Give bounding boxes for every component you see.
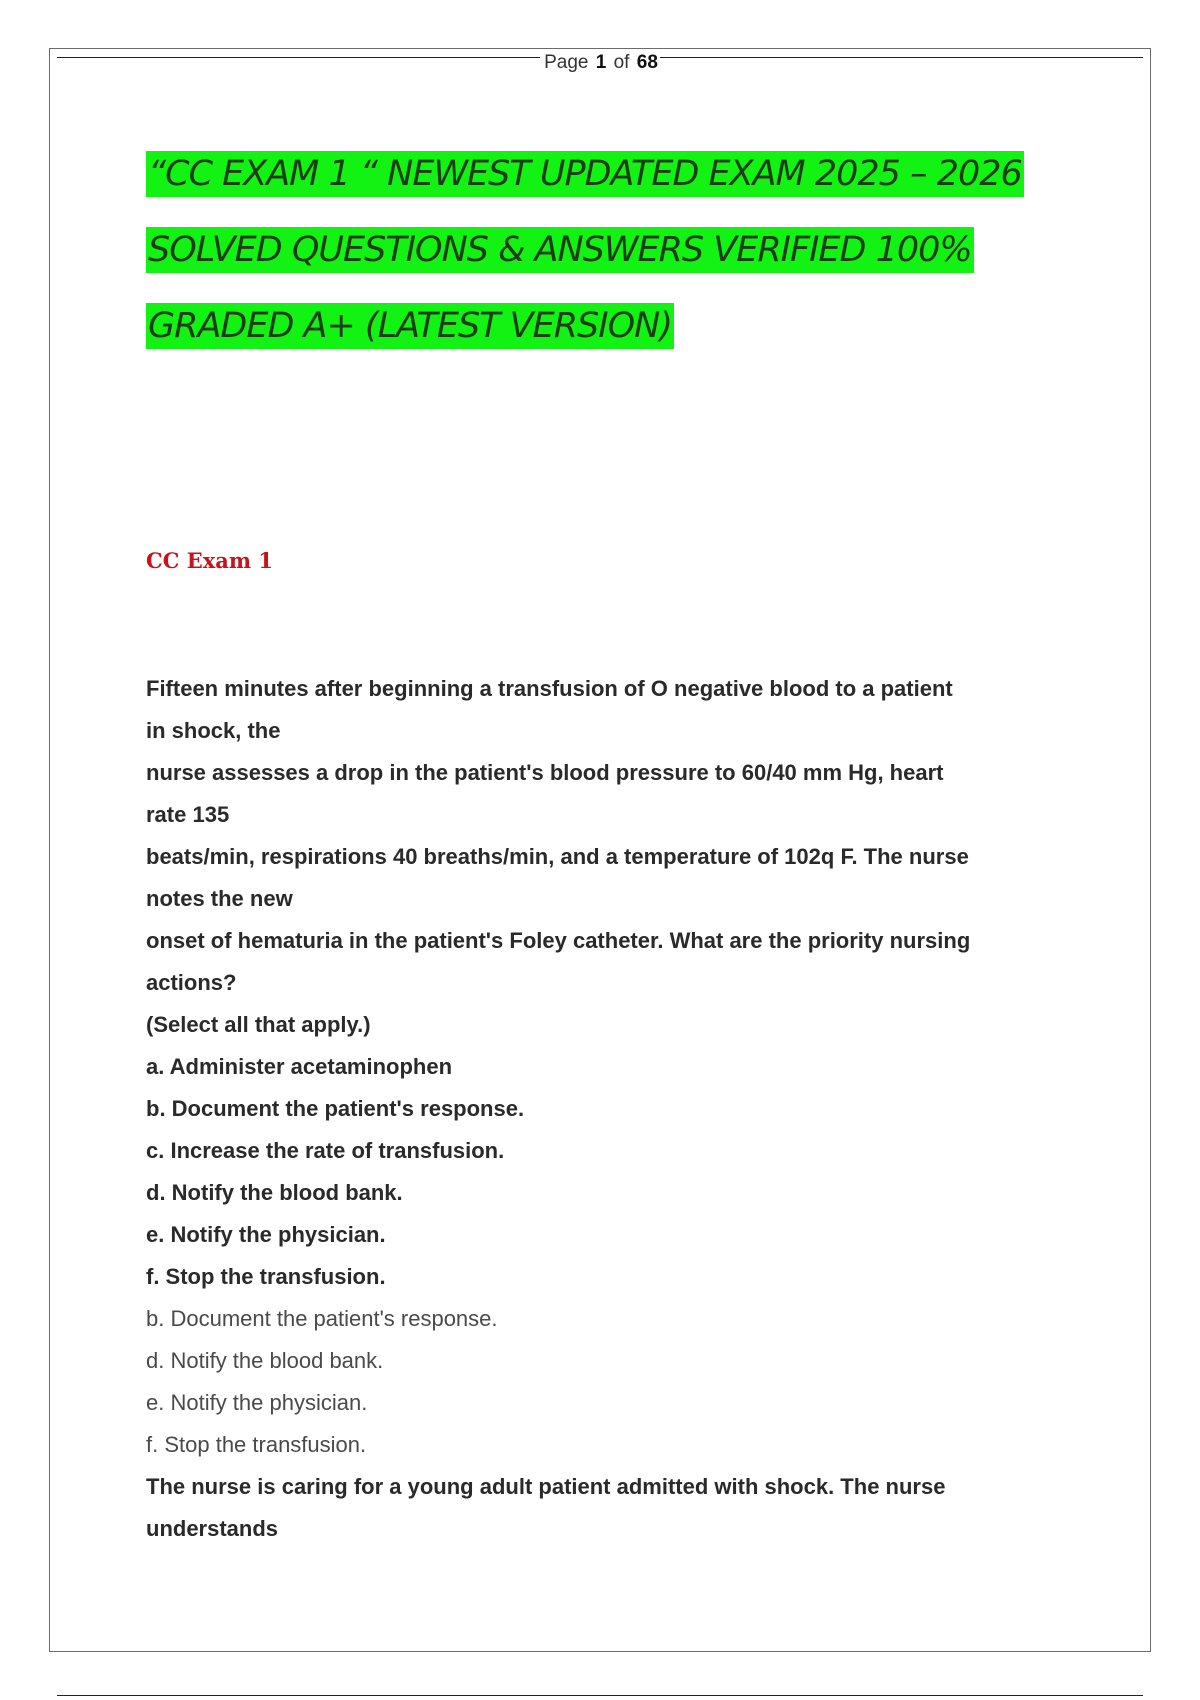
document-title bbox=[146, 151, 1106, 379]
answer-line: f. Stop the transfusion. bbox=[146, 1432, 367, 1457]
page-number-header bbox=[0, 52, 1200, 74]
question-stem-line: nurse assesses a drop in the patient's blood pressure to 60/40 mm Hg, heart bbox=[146, 760, 944, 785]
option-b: b. Document the patient's response. bbox=[146, 1096, 525, 1121]
section-heading: CC Exam 1 bbox=[146, 548, 274, 573]
question-2-stem-line: understands bbox=[146, 1516, 279, 1541]
page-of: of bbox=[613, 52, 630, 73]
question-instruction: (Select all that apply.) bbox=[146, 1012, 371, 1037]
title-line-1: “CC EXAM 1 “ NEWEST UPDATED EXAM 2025 – 2026 bbox=[146, 151, 1024, 197]
question-stem-line: onset of hematuria in the patient's Foley catheter. What are the priority nursing bbox=[146, 928, 971, 953]
question-2-stem-line: The nurse is caring for a young adult patient admitted with shock. The nurse bbox=[146, 1474, 946, 1499]
option-c: c. Increase the rate of transfusion. bbox=[146, 1138, 505, 1163]
question-stem-line: actions? bbox=[146, 970, 237, 995]
title-line-3: GRADED A+ (LATEST VERSION) bbox=[146, 303, 674, 349]
bottom-rule bbox=[57, 1695, 1143, 1696]
answer-line: b. Document the patient's response. bbox=[146, 1306, 498, 1331]
option-d: d. Notify the blood bank. bbox=[146, 1180, 403, 1205]
title-line-2: SOLVED QUESTIONS & ANSWERS VERIFIED 100% bbox=[146, 227, 974, 273]
option-e: e. Notify the physician. bbox=[146, 1222, 386, 1247]
option-f: f. Stop the transfusion. bbox=[146, 1264, 386, 1289]
page-current: 1 bbox=[595, 52, 607, 73]
option-a: a. Administer acetaminophen bbox=[146, 1054, 453, 1079]
question-content bbox=[146, 668, 1076, 1550]
answer-line: e. Notify the physician. bbox=[146, 1390, 368, 1415]
page-prefix: Page bbox=[544, 52, 589, 73]
page-total: 68 bbox=[636, 52, 658, 73]
answer-line: d. Notify the blood bank. bbox=[146, 1348, 384, 1373]
question-stem-line: notes the new bbox=[146, 886, 293, 911]
question-stem-line: rate 135 bbox=[146, 802, 230, 827]
question-stem-line: beats/min, respirations 40 breaths/min, and a temperature of 102q F. The nurse bbox=[146, 844, 969, 869]
question-stem-line: Fifteen minutes after beginning a transfusion of O negative blood to a patient bbox=[146, 676, 953, 701]
question-stem-line: in shock, the bbox=[146, 718, 281, 743]
